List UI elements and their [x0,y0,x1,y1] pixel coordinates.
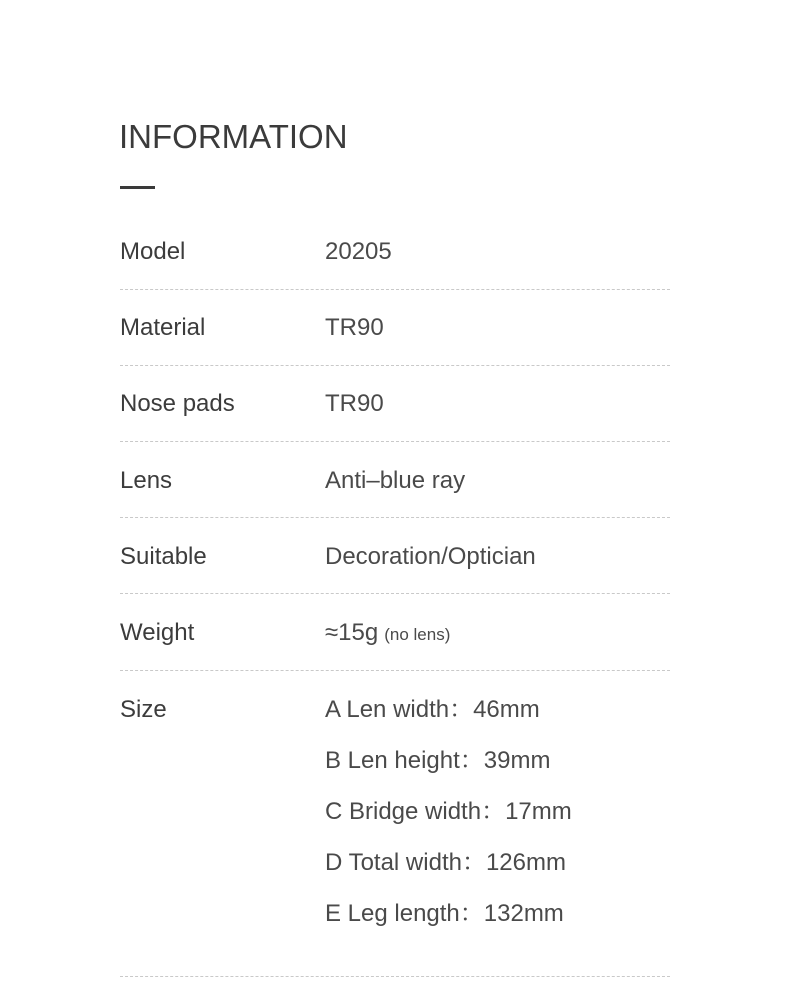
spec-label: Size [120,696,167,723]
weight-note: (no lens) [384,625,451,644]
row-divider [120,593,670,594]
information-heading: INFORMATION [119,118,348,155]
row-divider [120,289,670,290]
row-divider [120,976,670,977]
size-line-total-width: D Total width：126mm [325,849,566,876]
spec-label: Weight [120,619,195,646]
size-line-len-height: B Len height：39mm [325,747,551,774]
row-divider [120,365,670,366]
spec-value: TR90 [325,314,384,341]
spec-label: Model [120,238,186,265]
spec-label: Nose pads [120,390,235,417]
size-line-len-width: A Len width：46mm [325,696,540,723]
spec-value: Anti–blue ray [325,467,466,494]
weight-value: ≈15g [325,619,379,646]
spec-value: 20205 [325,238,392,265]
spec-label: Suitable [120,543,207,570]
row-divider [120,441,670,442]
spec-value: TR90 [325,390,384,417]
spec-value [325,618,450,650]
size-line-leg-length: E Leg length：132mm [325,900,564,927]
spec-label: Lens [120,467,173,494]
row-divider [120,517,670,518]
size-line-bridge-width: C Bridge width：17mm [325,798,572,825]
spec-value: Decoration/Optician [325,543,536,570]
heading-underline [120,186,155,189]
spec-label: Material [120,314,206,341]
row-divider [120,670,670,671]
